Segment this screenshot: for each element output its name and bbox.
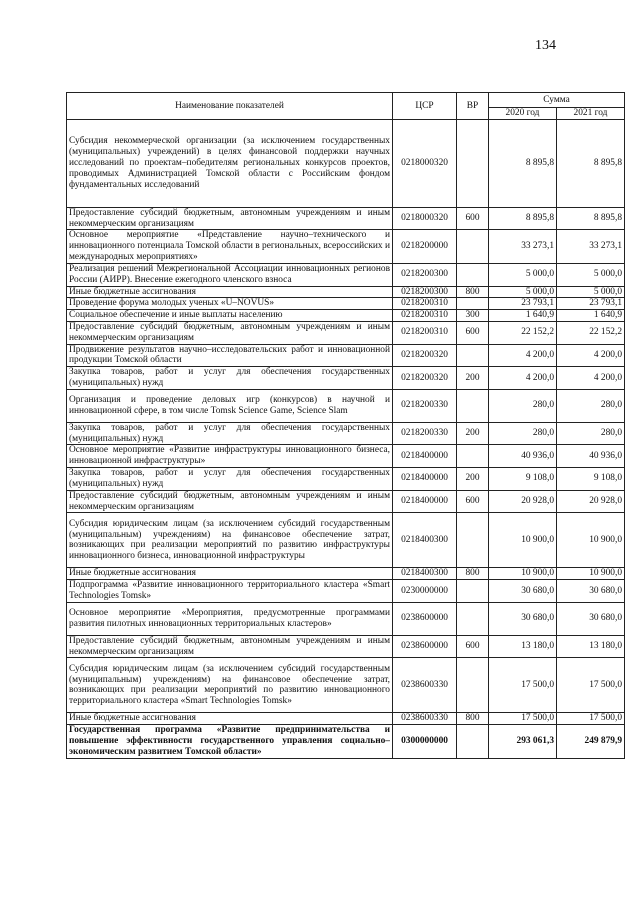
- row-name: Субсидия юридическим лицам (за исключением субсидий государственным (муниципальным) учреждениям) на финансовое обеспечение затрат, возникающих при реализации мероприятий по развитию инфраструктуры инновационного бизнеса, инновационной инфраструктуры: [67, 513, 393, 568]
- row-vr: 200: [457, 367, 489, 390]
- row-name: Предоставление субсидий бюджетным, автономным учреждениям и иным некоммерческим организациям: [67, 321, 393, 344]
- row-sum-2020: 280,0: [489, 422, 557, 445]
- row-vr: 600: [457, 635, 489, 658]
- row-sum-2021: 17 500,0: [557, 713, 625, 725]
- row-name: Предоставление субсидий бюджетным, автономным учреждениям и иным некоммерческим организациям: [67, 635, 393, 658]
- table-row: [67, 725, 625, 759]
- row-sum-2020: 17 500,0: [489, 713, 557, 725]
- row-csr: 0218200310: [393, 298, 457, 310]
- row-sum-2020: 293 061,3: [489, 725, 557, 759]
- row-sum-2020: 23 793,1: [489, 298, 557, 310]
- row-vr: [457, 389, 489, 422]
- row-sum-2020: 4 200,0: [489, 367, 557, 390]
- header-sum: Сумма: [489, 93, 625, 108]
- row-vr: 800: [457, 286, 489, 298]
- row-sum-2021: 40 936,0: [557, 445, 625, 468]
- row-csr: 0238600000: [393, 635, 457, 658]
- row-vr: [457, 298, 489, 310]
- row-name: Предоставление субсидий бюджетным, автономным учреждениям и иным некоммерческим организациям: [67, 207, 393, 230]
- table-row: [67, 389, 625, 422]
- table-row: [67, 468, 625, 491]
- table-row: [67, 602, 625, 635]
- row-sum-2020: 5 000,0: [489, 263, 557, 286]
- row-vr: [457, 513, 489, 568]
- page-number: 134: [535, 38, 556, 53]
- row-csr: 0218200310: [393, 310, 457, 322]
- row-vr: 200: [457, 468, 489, 491]
- row-csr: 0218200320: [393, 367, 457, 390]
- row-vr: [457, 445, 489, 468]
- row-sum-2021: 4 200,0: [557, 367, 625, 390]
- row-csr: 0300000000: [393, 725, 457, 759]
- row-sum-2020: 5 000,0: [489, 286, 557, 298]
- row-sum-2020: 30 680,0: [489, 602, 557, 635]
- row-name: Основное мероприятие «Представление научно–технического и инновационного потенциала Томской области в региональных, всероссийских и международных мероприятиях»: [67, 230, 393, 263]
- table-header: [67, 93, 625, 120]
- row-name: Социальное обеспечение и иные выплаты населению: [67, 310, 393, 322]
- table-row: [67, 367, 625, 390]
- row-sum-2021: 17 500,0: [557, 658, 625, 713]
- table-row: [67, 310, 625, 322]
- row-sum-2021: 13 180,0: [557, 635, 625, 658]
- table-row: [67, 207, 625, 230]
- row-name: Закупка товаров, работ и услуг для обеспечения государственных (муниципальных) нужд: [67, 468, 393, 491]
- row-sum-2020: 8 895,8: [489, 119, 557, 207]
- row-vr: [457, 344, 489, 367]
- row-vr: [457, 263, 489, 286]
- row-name: Реализация решений Межрегиональной Ассоциации инновационных регионов России (АИРР). Внесение ежегодного членского взноса: [67, 263, 393, 286]
- row-sum-2021: 30 680,0: [557, 580, 625, 603]
- table-row: [67, 298, 625, 310]
- row-vr: [457, 658, 489, 713]
- row-sum-2020: 13 180,0: [489, 635, 557, 658]
- table-row: [67, 580, 625, 603]
- row-sum-2021: 5 000,0: [557, 263, 625, 286]
- row-sum-2021: 280,0: [557, 389, 625, 422]
- table-row: [67, 568, 625, 580]
- table-row: [67, 119, 625, 207]
- row-name: Подпрограмма «Развитие инновационного территориального кластера «Smart Technologies Tomsk»: [67, 580, 393, 603]
- row-sum-2020: 10 900,0: [489, 513, 557, 568]
- row-name: Закупка товаров, работ и услуг для обеспечения государственных (муниципальных) нужд: [67, 367, 393, 390]
- row-csr: 0218200310: [393, 321, 457, 344]
- row-vr: [457, 602, 489, 635]
- row-csr: 0218000320: [393, 119, 457, 207]
- table-body: [67, 119, 625, 758]
- row-csr: 0218400000: [393, 445, 457, 468]
- row-sum-2021: 22 152,2: [557, 321, 625, 344]
- row-sum-2020: 10 900,0: [489, 568, 557, 580]
- header-csr: ЦСР: [393, 93, 457, 120]
- header-year-2021: 2021 год: [557, 108, 625, 120]
- row-name: Субсидия некоммерческой организации (за исключением государственных (муниципальных) учреждений) в целях финансовой поддержки научных исследований по проектам–победителям региональных конкурсов проектов, проводимых Администрацией Томской области с Российским фондом фундаментальных исследований: [67, 119, 393, 207]
- row-name: Организация и проведение деловых игр (конкурсов) в научной и инновационной сфере, в том числе Tomsk Science Game, Science Slam: [67, 389, 393, 422]
- table-row: [67, 658, 625, 713]
- row-vr: 300: [457, 310, 489, 322]
- row-sum-2021: 23 793,1: [557, 298, 625, 310]
- row-sum-2020: 17 500,0: [489, 658, 557, 713]
- table-row: [67, 713, 625, 725]
- row-sum-2020: 1 640,9: [489, 310, 557, 322]
- table-row: [67, 635, 625, 658]
- table-row: [67, 263, 625, 286]
- row-csr: 0218400300: [393, 513, 457, 568]
- row-sum-2021: 1 640,9: [557, 310, 625, 322]
- row-csr: 0218200300: [393, 286, 457, 298]
- row-vr: 200: [457, 422, 489, 445]
- row-name: Иные бюджетные ассигнования: [67, 286, 393, 298]
- row-vr: [457, 230, 489, 263]
- table-row: [67, 321, 625, 344]
- row-sum-2020: 20 928,0: [489, 490, 557, 513]
- row-name: Основное мероприятие «Мероприятия, предусмотренные программами развития пилотных инновационных территориальных кластеров»: [67, 602, 393, 635]
- row-name: Основное мероприятие «Развитие инфраструктуры инновационного бизнеса, инновационной инфраструктуры»: [67, 445, 393, 468]
- row-sum-2021: 9 108,0: [557, 468, 625, 491]
- row-sum-2021: 10 900,0: [557, 513, 625, 568]
- row-csr: 0238600330: [393, 713, 457, 725]
- table-row: [67, 344, 625, 367]
- row-sum-2020: 4 200,0: [489, 344, 557, 367]
- row-sum-2021: 5 000,0: [557, 286, 625, 298]
- row-vr: [457, 580, 489, 603]
- row-csr: 0238600000: [393, 602, 457, 635]
- row-sum-2020: 33 273,1: [489, 230, 557, 263]
- row-name: Проведение форума молодых ученых «U–NOVUS»: [67, 298, 393, 310]
- row-csr: 0238600330: [393, 658, 457, 713]
- table-row: [67, 422, 625, 445]
- row-sum-2021: 30 680,0: [557, 602, 625, 635]
- table-row: [67, 445, 625, 468]
- header-year-2020: 2020 год: [489, 108, 557, 120]
- row-sum-2021: 8 895,8: [557, 119, 625, 207]
- row-csr: 0218200330: [393, 422, 457, 445]
- header-name: Наименование показателей: [67, 93, 393, 120]
- row-name: Иные бюджетные ассигнования: [67, 568, 393, 580]
- row-csr: 0218200320: [393, 344, 457, 367]
- row-sum-2020: 30 680,0: [489, 580, 557, 603]
- table-row: [67, 513, 625, 568]
- row-csr: 0218400300: [393, 568, 457, 580]
- row-csr: 0218200330: [393, 389, 457, 422]
- row-sum-2020: 9 108,0: [489, 468, 557, 491]
- row-csr: 0218400000: [393, 490, 457, 513]
- row-vr: 600: [457, 321, 489, 344]
- row-sum-2021: 8 895,8: [557, 207, 625, 230]
- row-csr: 0230000000: [393, 580, 457, 603]
- row-sum-2020: 8 895,8: [489, 207, 557, 230]
- row-vr: 600: [457, 490, 489, 513]
- row-sum-2021: 280,0: [557, 422, 625, 445]
- header-vr: ВР: [457, 93, 489, 120]
- row-name: Иные бюджетные ассигнования: [67, 713, 393, 725]
- row-csr: 0218400000: [393, 468, 457, 491]
- row-vr: 600: [457, 207, 489, 230]
- row-csr: 0218200300: [393, 263, 457, 286]
- row-sum-2021: 33 273,1: [557, 230, 625, 263]
- table-row: [67, 286, 625, 298]
- row-sum-2021: 10 900,0: [557, 568, 625, 580]
- row-csr: 0218200000: [393, 230, 457, 263]
- row-sum-2020: 40 936,0: [489, 445, 557, 468]
- row-sum-2021: 4 200,0: [557, 344, 625, 367]
- row-vr: [457, 725, 489, 759]
- table-row: [67, 230, 625, 263]
- row-sum-2021: 249 879,9: [557, 725, 625, 759]
- row-name: Предоставление субсидий бюджетным, автономным учреждениям и иным некоммерческим организациям: [67, 490, 393, 513]
- budget-table: [66, 92, 625, 759]
- row-name: Государственная программа «Развитие предпринимательства и повышение эффективности государственного управления социально–экономическим развитием Томской области»: [67, 725, 393, 759]
- row-csr: 0218000320: [393, 207, 457, 230]
- row-name: Продвижение результатов научно–исследовательских работ и инновационной продукции Томской области: [67, 344, 393, 367]
- row-vr: [457, 119, 489, 207]
- row-name: Субсидия юридическим лицам (за исключением субсидий государственным (муниципальным) учреждениям) на финансовое обеспечение затрат, возникающих при реализации мероприятий по развитию инновационного территориального кластера «Smart Technologies Tomsk»: [67, 658, 393, 713]
- table-row: [67, 490, 625, 513]
- row-sum-2020: 280,0: [489, 389, 557, 422]
- row-sum-2020: 22 152,2: [489, 321, 557, 344]
- row-vr: 800: [457, 713, 489, 725]
- row-sum-2021: 20 928,0: [557, 490, 625, 513]
- row-vr: 800: [457, 568, 489, 580]
- row-name: Закупка товаров, работ и услуг для обеспечения государственных (муниципальных) нужд: [67, 422, 393, 445]
